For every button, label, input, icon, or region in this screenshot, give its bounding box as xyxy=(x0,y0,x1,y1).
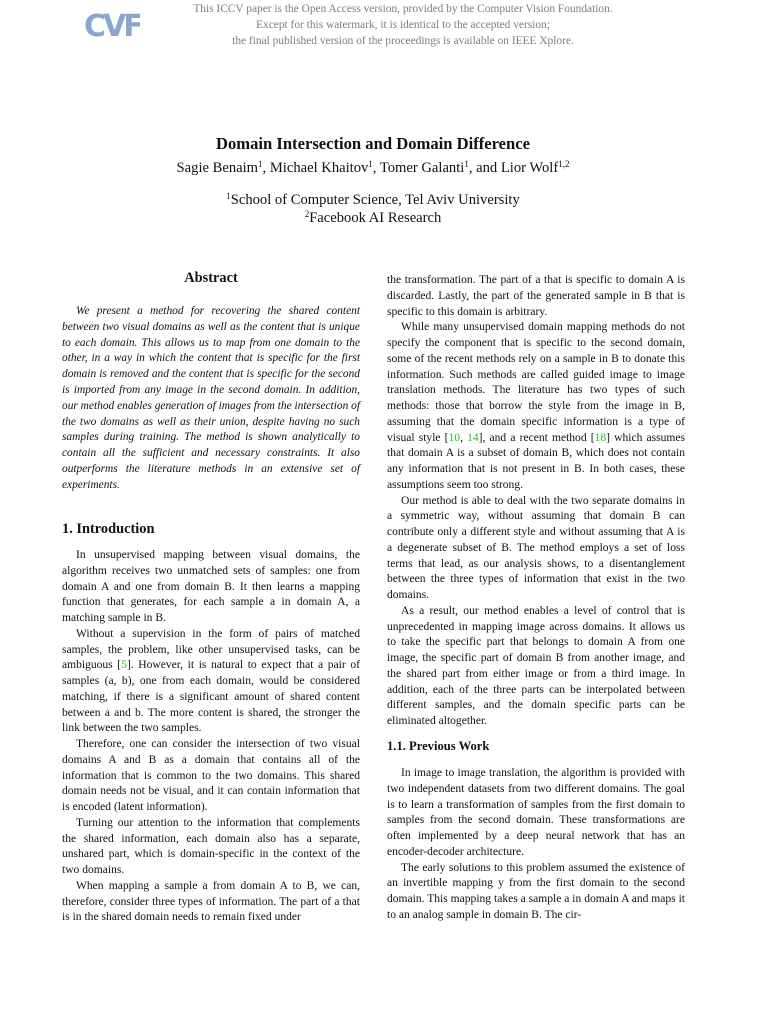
paragraph: While many unsupervised domain mapping methods do not specify the component that is specific to the second domain, some of the recent methods rely on a sample in B to donate this information. Such methods are called guided image to image translation methods. The literature has two types of such methods: those that borrow the style from the image in B, assuming that the domain specific information is a type of visual style [10, 14], and a recent method [18] which assumes that domain A is a subset of domain B, which does not contain any information that is not present in B. In both cases, these assumptions seem too strong. xyxy=(387,321,685,491)
affiliation-text: Facebook AI Research xyxy=(309,210,442,226)
author-name: Tomer Galanti xyxy=(379,160,465,176)
author-name: Lior Wolf xyxy=(500,160,559,176)
cvf-logo-text: CVF xyxy=(84,9,140,44)
abstract-body xyxy=(62,304,360,494)
author-affil-sup: 1 xyxy=(368,159,373,169)
affiliation-sup: 2 xyxy=(304,209,310,219)
affiliation-text: School of Computer Science, Tel Aviv University xyxy=(230,192,520,208)
paragraph: In image to image translation, the algorithm is provided with two independent datasets from two different domains. The goal is to learn a transformation of samples from the first domain to samples from the second domain. These transformations are often implemented by a deep neural network that has an encoder-decoder architecture. xyxy=(387,767,685,858)
abstract-heading: Abstract xyxy=(184,270,238,286)
introduction-right-column xyxy=(387,273,685,730)
paragraph: Turning our attention to the information that complements the shared information, each domain also has a separate, unshared part, which is domain-specific in the context of the two domains. xyxy=(62,816,360,876)
affiliation-sup: 1 xyxy=(226,191,231,201)
watermark-line: This ICCV paper is the Open Access version, provided by the Computer Vision Foundation. xyxy=(193,3,613,15)
introduction-left-column xyxy=(62,548,360,926)
paragraph: When mapping a sample a from domain A to B, we can, therefore, consider three types of information. The part of a that is in the shared domain needs to remain fixed under xyxy=(62,879,360,924)
section-heading-introduction: 1. Introduction xyxy=(62,521,155,537)
paragraph: The early solutions to this problem assumed the existence of an invertible mapping y from the first domain to the second domain. This mapping takes a sample a in domain A and maps it to an analog sample in domain B. The cir- xyxy=(387,861,685,921)
citation-link[interactable]: 10 xyxy=(448,431,461,444)
author-list: Sagie Benaim$^1$, Michael Khaitov$^1$, Tomer Galanti$^1$, and Lior Wolf$^{1,2}$ xyxy=(176,159,570,176)
affiliation xyxy=(0,210,746,227)
paragraph: Therefore, one can consider the intersection of two visual domains A and B as a domain that contains all of the information that is common to the two domains. This shared domain needs not be visual, and it can contain information that is encoded (latent information). xyxy=(62,738,360,813)
author-affil-sup: 1 xyxy=(464,159,469,169)
paper-title: Domain Intersection and Domain Difference xyxy=(215,134,531,153)
paragraph: Without a supervision in the form of pairs of matched samples, the problem, like other unsupervised tasks, can be ambiguous [5]. However, it is natural to expect that a pair of samples (a, b), one from each domain, would be considered matching, if there is a significant amount of shared content between a and b. The more content is shared, the stronger the link between the two samples. xyxy=(62,627,360,735)
citation-link[interactable]: 14 xyxy=(467,431,479,444)
cvf-logo xyxy=(84,4,140,44)
author-name: Michael Khaitov xyxy=(269,160,369,176)
citation-link[interactable]: 5 xyxy=(121,659,127,672)
paragraph: As a result, our method enables a level of control that is unprecedented in mapping image across domains. It allows us to take the specific part that belongs to domain A from one image, the specific part of domain B from another image, and the shared part from either image or from a third image. In addition, each of the three parts can be interpolated between different samples, and the domain specific parts can be eliminated altogether. xyxy=(387,604,685,727)
watermark-line: the final published version of the proceedings is available on IEEE Xplore. xyxy=(232,34,574,47)
author-affil-sup: 1,2 xyxy=(558,159,570,169)
affiliation xyxy=(0,192,746,209)
author-affil-sup: 1 xyxy=(258,159,263,169)
paragraph: Our method is able to deal with the two separate domains in a symmetric way, without assuming that domain B can contribute only a different style and without assuming that A is a degenerate subset of B. The method employs a set of loss terms that lead, as our analysis shows, to a disentanglement between the three types of information that exist in the two domains. xyxy=(387,494,685,601)
paragraph: In unsupervised mapping between visual domains, the algorithm receives two unmatched sets of samples: one from domain A and one from domain B. It then learns a mapping function that generates, for each sample a in domain A, a matching sample in B. xyxy=(62,549,360,624)
author-name: Sagie Benaim xyxy=(176,160,259,176)
open-access-watermark xyxy=(160,2,646,49)
previous-work-body xyxy=(387,766,685,924)
watermark-line: Except for this watermark, it is identical to the accepted version; xyxy=(256,18,550,31)
subsection-heading-previous-work: 1.1. Previous Work xyxy=(387,739,490,753)
abstract-paragraph: We present a method for recovering the shared content between two visual domains as well as the content that is unique to each domain. This allows us to map from one domain to the other, in a way in which the content that is specific for the first domain is removed and the content that is specific for the second is imported from any image in the second domain. In addition, our method enables generation of images from the intersection of the two domains as well as their union, despite having no such samples during training. The method is shown analytically to contain all the sufficient and necessary constraints. It also outperforms the literature methods in an extensive set of experiments. xyxy=(62,305,360,491)
citation-link[interactable]: 18 xyxy=(594,431,607,444)
paragraph: the transformation. The part of a that is specific to domain A is discarded. Lastly, the part of the generated sample in B that is specific to this domain is arbitrary. xyxy=(387,274,685,318)
